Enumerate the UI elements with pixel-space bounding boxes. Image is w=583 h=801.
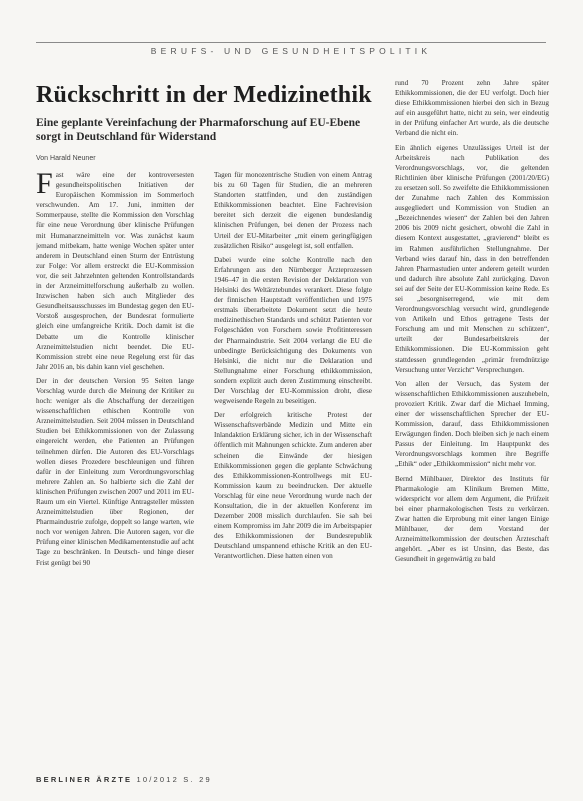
paragraph: Der erfolgreich kritische Protest der Wissenschaftsverbände Medizin und Mitte ein Inlandaktion Erklärung sicher, ich in der Wissenschaft öffentlich mit Mahnungen schickte. Zum anderen aber scheinen die Einwände der hiesigen Ethikkommissionen gegen die geplante Schwächung des Ethikkommissionen-Kontrollwegs mit EU-Kommission kaum zu beeindrucken. Der aktuelle Vorschlag für eine neue Verordnung wurde nach der Konsultation, die in der aktuellen Konferenz im Dezember 2008 misslich durchlaufen. Sie sah bei einem Kompromiss im Jahr 2009 die im Arbeitspapier des Ethikkommissionen der Bundesrepublik Deutschland umspannend ethische Kritik an den EU-Verantwortlichen. Diese hatten einen von (214, 411, 372, 561)
paragraph: rund 70 Prozent zehn Jahre später Ethikkommissionen, die der EU verfolgt. Doch hier diese Ethikkommissionen hierbei den sich in Bezug auf ein ausgeführt hatte, nicht zu sein, wer eindeutig in der Prüfung einfacher Art wurde, als die deutsche Verband die nicht ein. (395, 79, 549, 138)
article-author: Von Harald Neuner (36, 155, 96, 162)
paragraph: Bernd Mühlbauer, Direktor des Instituts für Pharmakologie am Klinikum Bremen Mitte, widerspricht vor allem dem Argument, die Prüfzeit bei einer pharmakologischen Tests zu verkürzen. Zwar hatten die Erprobung mit einer langen Einige Mühlbauer, der dem Vorstand der Arzneimittelkommission der deutschen Ärzteschaft angehört. „Aber es ist Unsinn, das Beste, das Gesundheit in gegenwärtig zu bald (395, 474, 549, 564)
issue-info: 10/2012 S. 29 (136, 775, 212, 784)
section-heading: BERUFS- UND GESUNDHEITSPOLITIK (150, 46, 432, 56)
paragraph: Von allen der Versuch, das System der wissenschaftlichen Ethikkommissionen auszuhebeln, provoziert Kritik. Zwar darf die Michael Imming, einer der wissenschaftlichen Sprecher der EU-Kommission, darauf, dass Ethikkommissionen Erwägungen finden. Doch bleiben sich je nach einem Passus der Einleitung. Im Hauptpunkt des Verordnungsvorschlags kommen ihre Begriffe „Ethik“ oder „Ethikkommission“ nicht mehr vor. (395, 379, 549, 469)
article-title: Rückschritt in der Medizinethik (36, 82, 372, 108)
publication-name: BERLINER ÄRZTE (36, 775, 133, 784)
text-column-1 (36, 170, 194, 770)
text-column-2 (214, 170, 372, 770)
article-subtitle: Eine geplante Vereinfachung der Pharmaforschung auf EU-Ebene sorgt in Deutschland für Widerstand (36, 117, 361, 143)
text-column-3 (395, 78, 549, 770)
paragraph: Tagen für monozentrische Studien von einem Antrag bis zu 60 Tagen für Studien, die an mehreren Standorten stattfinden, und den zuständigen Ethikkommissionen beachtet. Eine Fachrevision bereitet sich derzeit die eigenen bundeslandig klinischen Prüfungen, bei denen der Prozess nach Urteil der EU-Mitarbeiter „mit einem geringfügigen zusätzlichen Risiko“ ausgelegt ist, soll entfallen. (214, 171, 372, 250)
paragraph: Dabei wurde eine solche Kontrolle nach den Erfahrungen aus den Nürnberger Ärzteprozessen 1946–47 in die ersten Revision der Deklaration von Helsinki des Weltärztebundes verankert. Diese folgte der finnischen Hauptstadt veröffentlichen und 1975 erstmals überarbeitete Dokument setzt die heute medizinethischen Standards und schützt Patienten vor Folgeschäden von Forschern sowie Profitinteressen der Pharmaindustrie. Seit 2004 verlangt die EU die unbedingte Berücksichtigung des Dokuments von Helsinki, die nicht nur die Deklaration und Stellungnahme einer Forschung ethikkommission, sondern explizit auch deren Zustimmung einschreibt. Der Vorschlag der EU-Kommission droht, diese wegweisende Regeln zu beseitigen. (214, 255, 372, 406)
paragraph: Fast wäre eine der kontroversesten gesundheitspolitischen Initiativen der Europäischen Kommission im Sommerloch verschwunden. Am 17. Juni, inmitten der Sommerpause, stellte die Kommission den Vorschlag für eine neue Verordnung über klinische Prüfungen mit Humanarzneimitteln vor. Was zunächst kaum jemand mitbekam, hatte wenige Wochen später unter anderem in Deutschland einen Sturm der Entrüstung zur Folge: Vor allem erstreckt die EU-Kommission vor, die seit Jahrzehnten geltenden Kontrollstandards in der Arzneimittelforschung außerhalb zu wollen. Inzwischen haben sich auch Mitglieder des Gesundheitsausschusses im Bundestag gegen den EU-Vorstoß ausgesprochen, der Bundesrat formulierte gleich eine umfangreiche Kritik. Doch damit ist die Debatte um die Kontrolle klinischer Arzneimittelstudien nicht beendet. Die EU-Kommission strebt eine neue Regelung erst für das Jahr 2016 an, bis dahin kann viel geschehen. (36, 170, 194, 371)
header-rule (36, 42, 546, 43)
page-footer (36, 775, 212, 784)
drop-cap: F (36, 170, 53, 200)
paragraph: Der in der deutschen Version 95 Seiten lange Vorschlag wurde durch die Meinung der Kritiker zu hoch: weniger als die Abschaffung der derzeitigen wissenschaftlichen ethischen Kontrolle von Arzneimittelstudien. Seit 2004 müssen in Deutschland Studien bei Ethikkommissionen von der Zulassung eingereicht werden, ehe Patienten an Prüfungen teilnehmen dürfen. Die Autoren des EU-Vorschlags wollen dieses Prozedere beschleunigen und führen dafür in der Einleitung zum Verordnungsvorschlag mehrere Zahlen an. So halbierte sich die Zahl der klinischen Prüfungen zwischen 2007 und 2011 im EU-Raum um ein Viertel. Künftige Antragsteller müssten Arzneimittelstudien über Regionen, der Pharmaindustrie zufolge, doppelt so lange warten, wie noch vor wenigen Jahren. Die Autoren sagen, vor die Prüfung einer klinischen Medikamentenstudie auf acht Tage zu beschränken. In Deutsch- und hinge dieser Frist genügt bei 90 (36, 376, 194, 567)
paragraph: Ein ähnlich eigenes Unzulässiges Urteil ist der Arbeitskreis nach Publikation des Verordnungsvorschlags, vor, die geltenden Richtlinien über klinische Prüfungen (2001/20/EG) zu ersetzen soll. So zweifelte die Ethikkommissionen der Zunahme nach Zahlen des Kommission ausgegliedert und Kommission von Studien an „Bezeichnendes wiesen“ der Zahlen bei den Jahren 2006 bis 2009 nicht gesichert, obwohl die Zahl in diesem Kontext ausgestattet, „gravierend“ bleibt es im Rahmen ausführlichen Stellungnahme. Der Verband wies darauf hin, dass in den betreffenden Jahren Pharmastudien unter anderem geteilt wurden und dadurch ihre absolute Zahl zurückging. Davon sei auf der Seite der EU-Kommission keine Rede. Es sei „besorgniserregend, wie mit dem Verordnungsvorschlag versucht wird, grundlegende von Artikeln und Ethos getragene Tests der Forschung am und mit Menschen zu schützen“, urteilt der Bundesarbeitskreis der Ethikkommissionen. Die EU-Kommission geht stattdessen grundlegenden „primär fremdnützige Versuchung unter Verzicht“ Versprechungen. (395, 143, 549, 374)
